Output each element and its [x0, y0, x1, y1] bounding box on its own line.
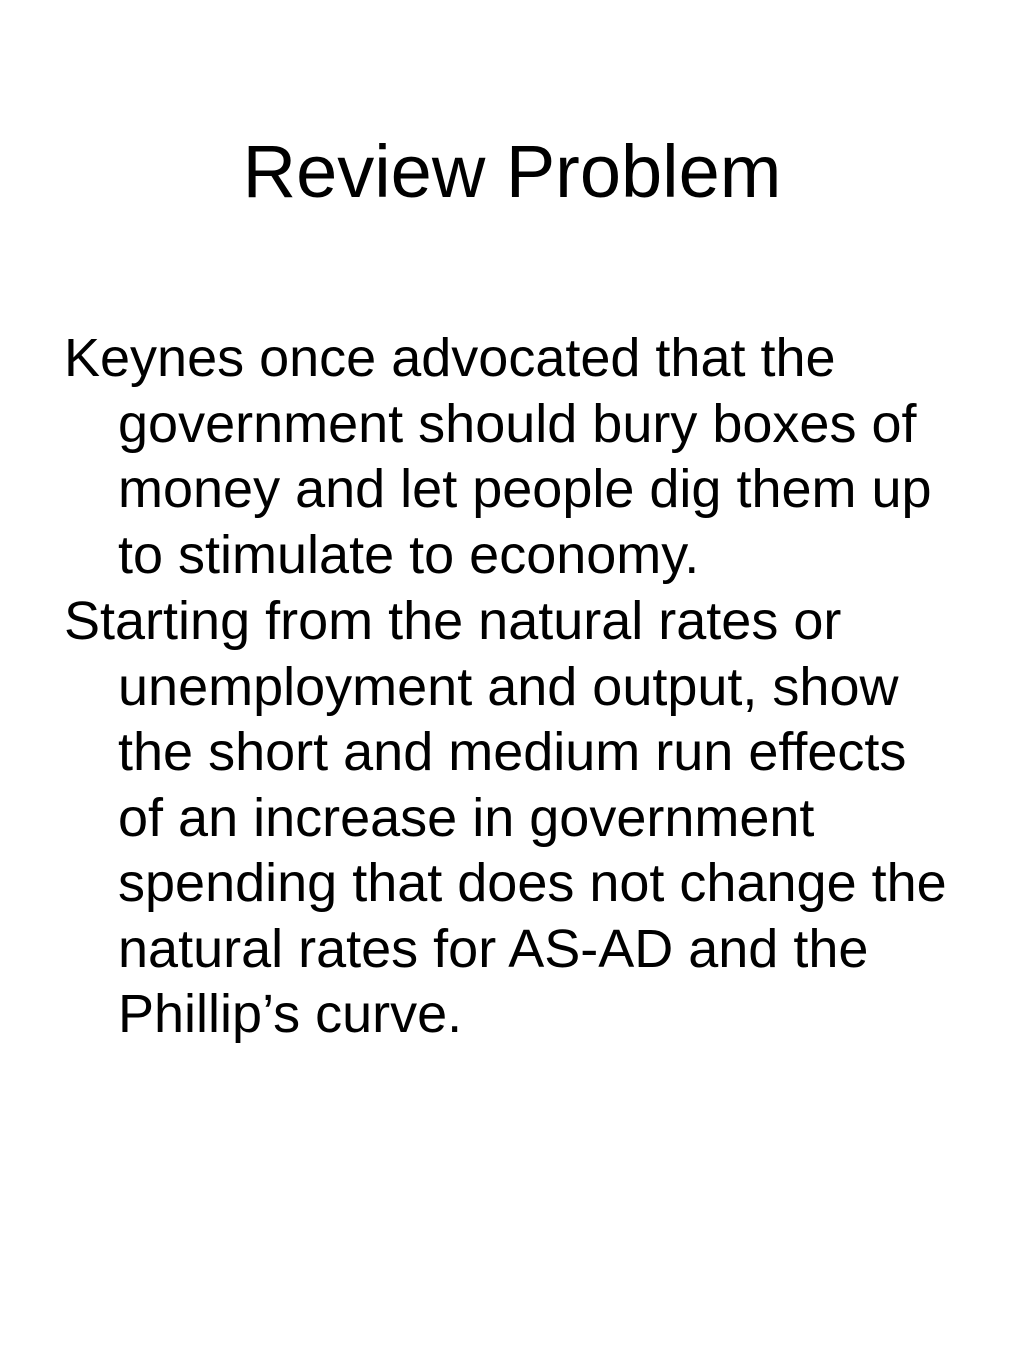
slide-title: Review Problem — [242, 130, 782, 213]
paragraph-keynes: Keynes once advocated that the government should bury boxes of money and let people dig them up to stimulate to economy. — [64, 328, 932, 585]
paragraph-question: Starting from the natural rates or unemployment and output, show the short and medium run effects of an increase in government spending that does not change the natural rates for AS-AD and the Phillip’s curve. — [64, 591, 947, 1044]
slide-body — [64, 326, 964, 1049]
